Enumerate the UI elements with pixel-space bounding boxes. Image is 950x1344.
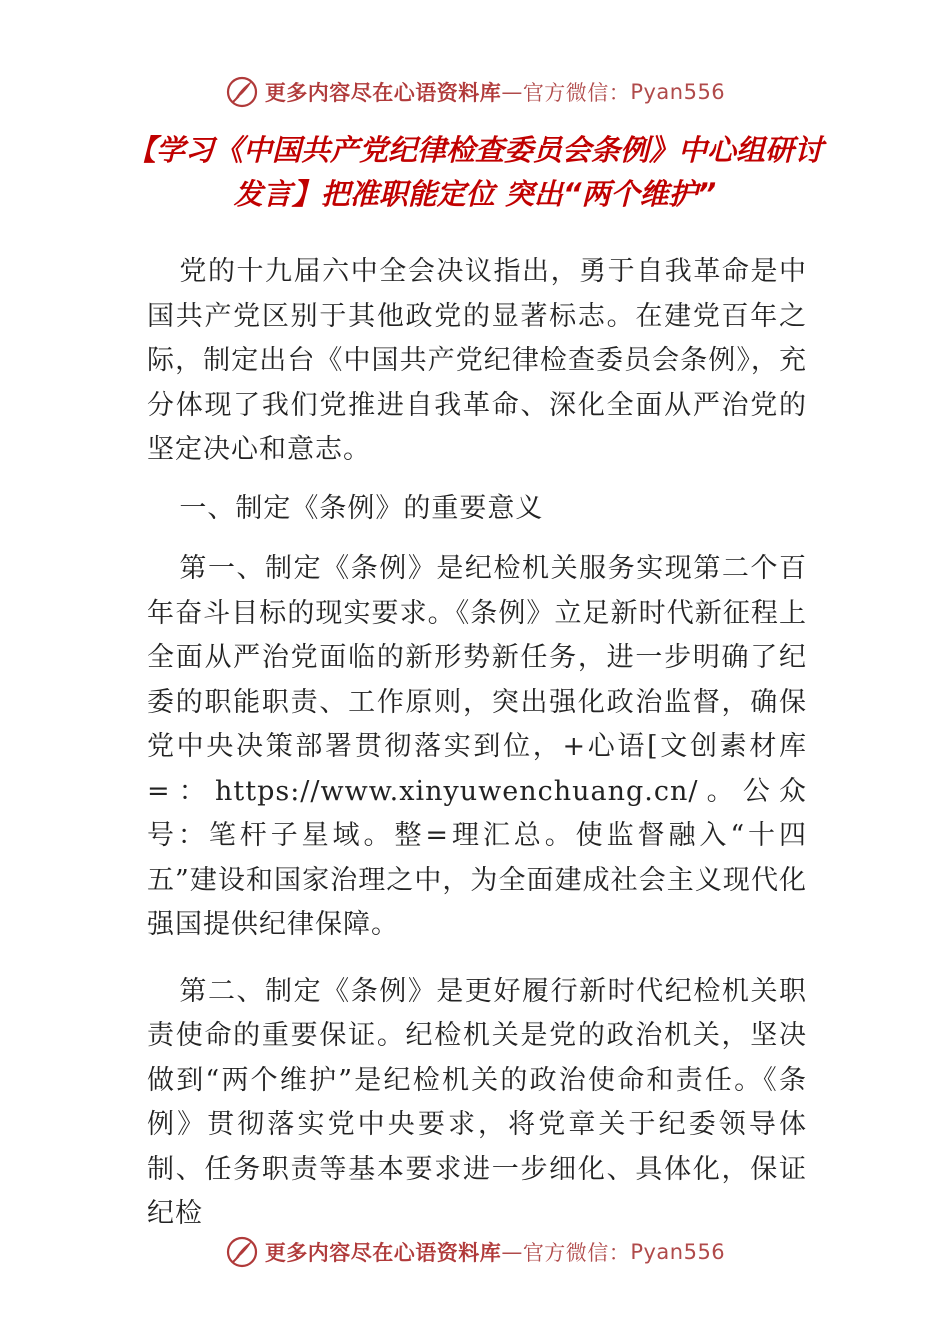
header-watermark — [0, 72, 950, 112]
watermark-separator: — — [501, 80, 523, 104]
watermark-separator: — — [501, 1240, 523, 1264]
document-title: 【学习《中国共产党纪律检查委员会条例》中心组研讨发言】把准职能定位 突出“两个维护” — [126, 133, 823, 211]
watermark-brand: 更多内容尽在心语资料库 — [264, 1241, 502, 1265]
quill-logo-icon — [225, 75, 259, 109]
paragraph-intro: 党的十九届六中全会决议指出，勇于自我革命是中国共产党区别于其他政党的显著标志。在建党百年之际，制定出台《中国共产党纪律检查委员会条例》，充分体现了我们党推进自我革命、深化全面从严治党的坚定决心和意志。 — [147, 256, 807, 465]
section-heading: 一、制定《条例》的重要意义 — [179, 492, 544, 524]
watermark-brand: 更多内容尽在心语资料库 — [264, 81, 502, 105]
document-body — [147, 250, 807, 1237]
paragraph-second-point: 第二、制定《条例》是更好履行新时代纪检机关职责使命的重要保证。纪检机关是党的政治机关，坚决做到“两个维护”是纪检机关的政治使命和责任。《条例》贯彻落实党中央要求，将党章关于纪委领导体制、任务职责等基本要求进一步细化、具体化，保证纪检 — [147, 975, 807, 1229]
watermark-contact-label: 官方微信： — [522, 1241, 631, 1265]
footer-watermark — [0, 1232, 950, 1272]
watermark-handle: Pyan556 — [630, 80, 726, 104]
watermark-handle: Pyan556 — [630, 1240, 726, 1264]
quill-logo-icon — [225, 1235, 259, 1269]
paragraph-first-point: 第一、制定《条例》是纪检机关服务实现第二个百年奋斗目标的现实要求。《条例》立足新时代新征程上全面从严治党面临的新形势新任务，进一步明确了纪委的职能职责、工作原则，突出强化政治监督，确保党中央决策部署贯彻落实到位，+心语[文创素材库=：https://www.xinyuwenchuang.cn/。公众号：笔杆子星域。整=理汇总。使监督融入“十四五”建设和国家治理之中，为全面建成社会主义现代化强国提供纪律保障。 — [147, 553, 807, 940]
watermark-contact-label: 官方微信： — [522, 81, 631, 105]
